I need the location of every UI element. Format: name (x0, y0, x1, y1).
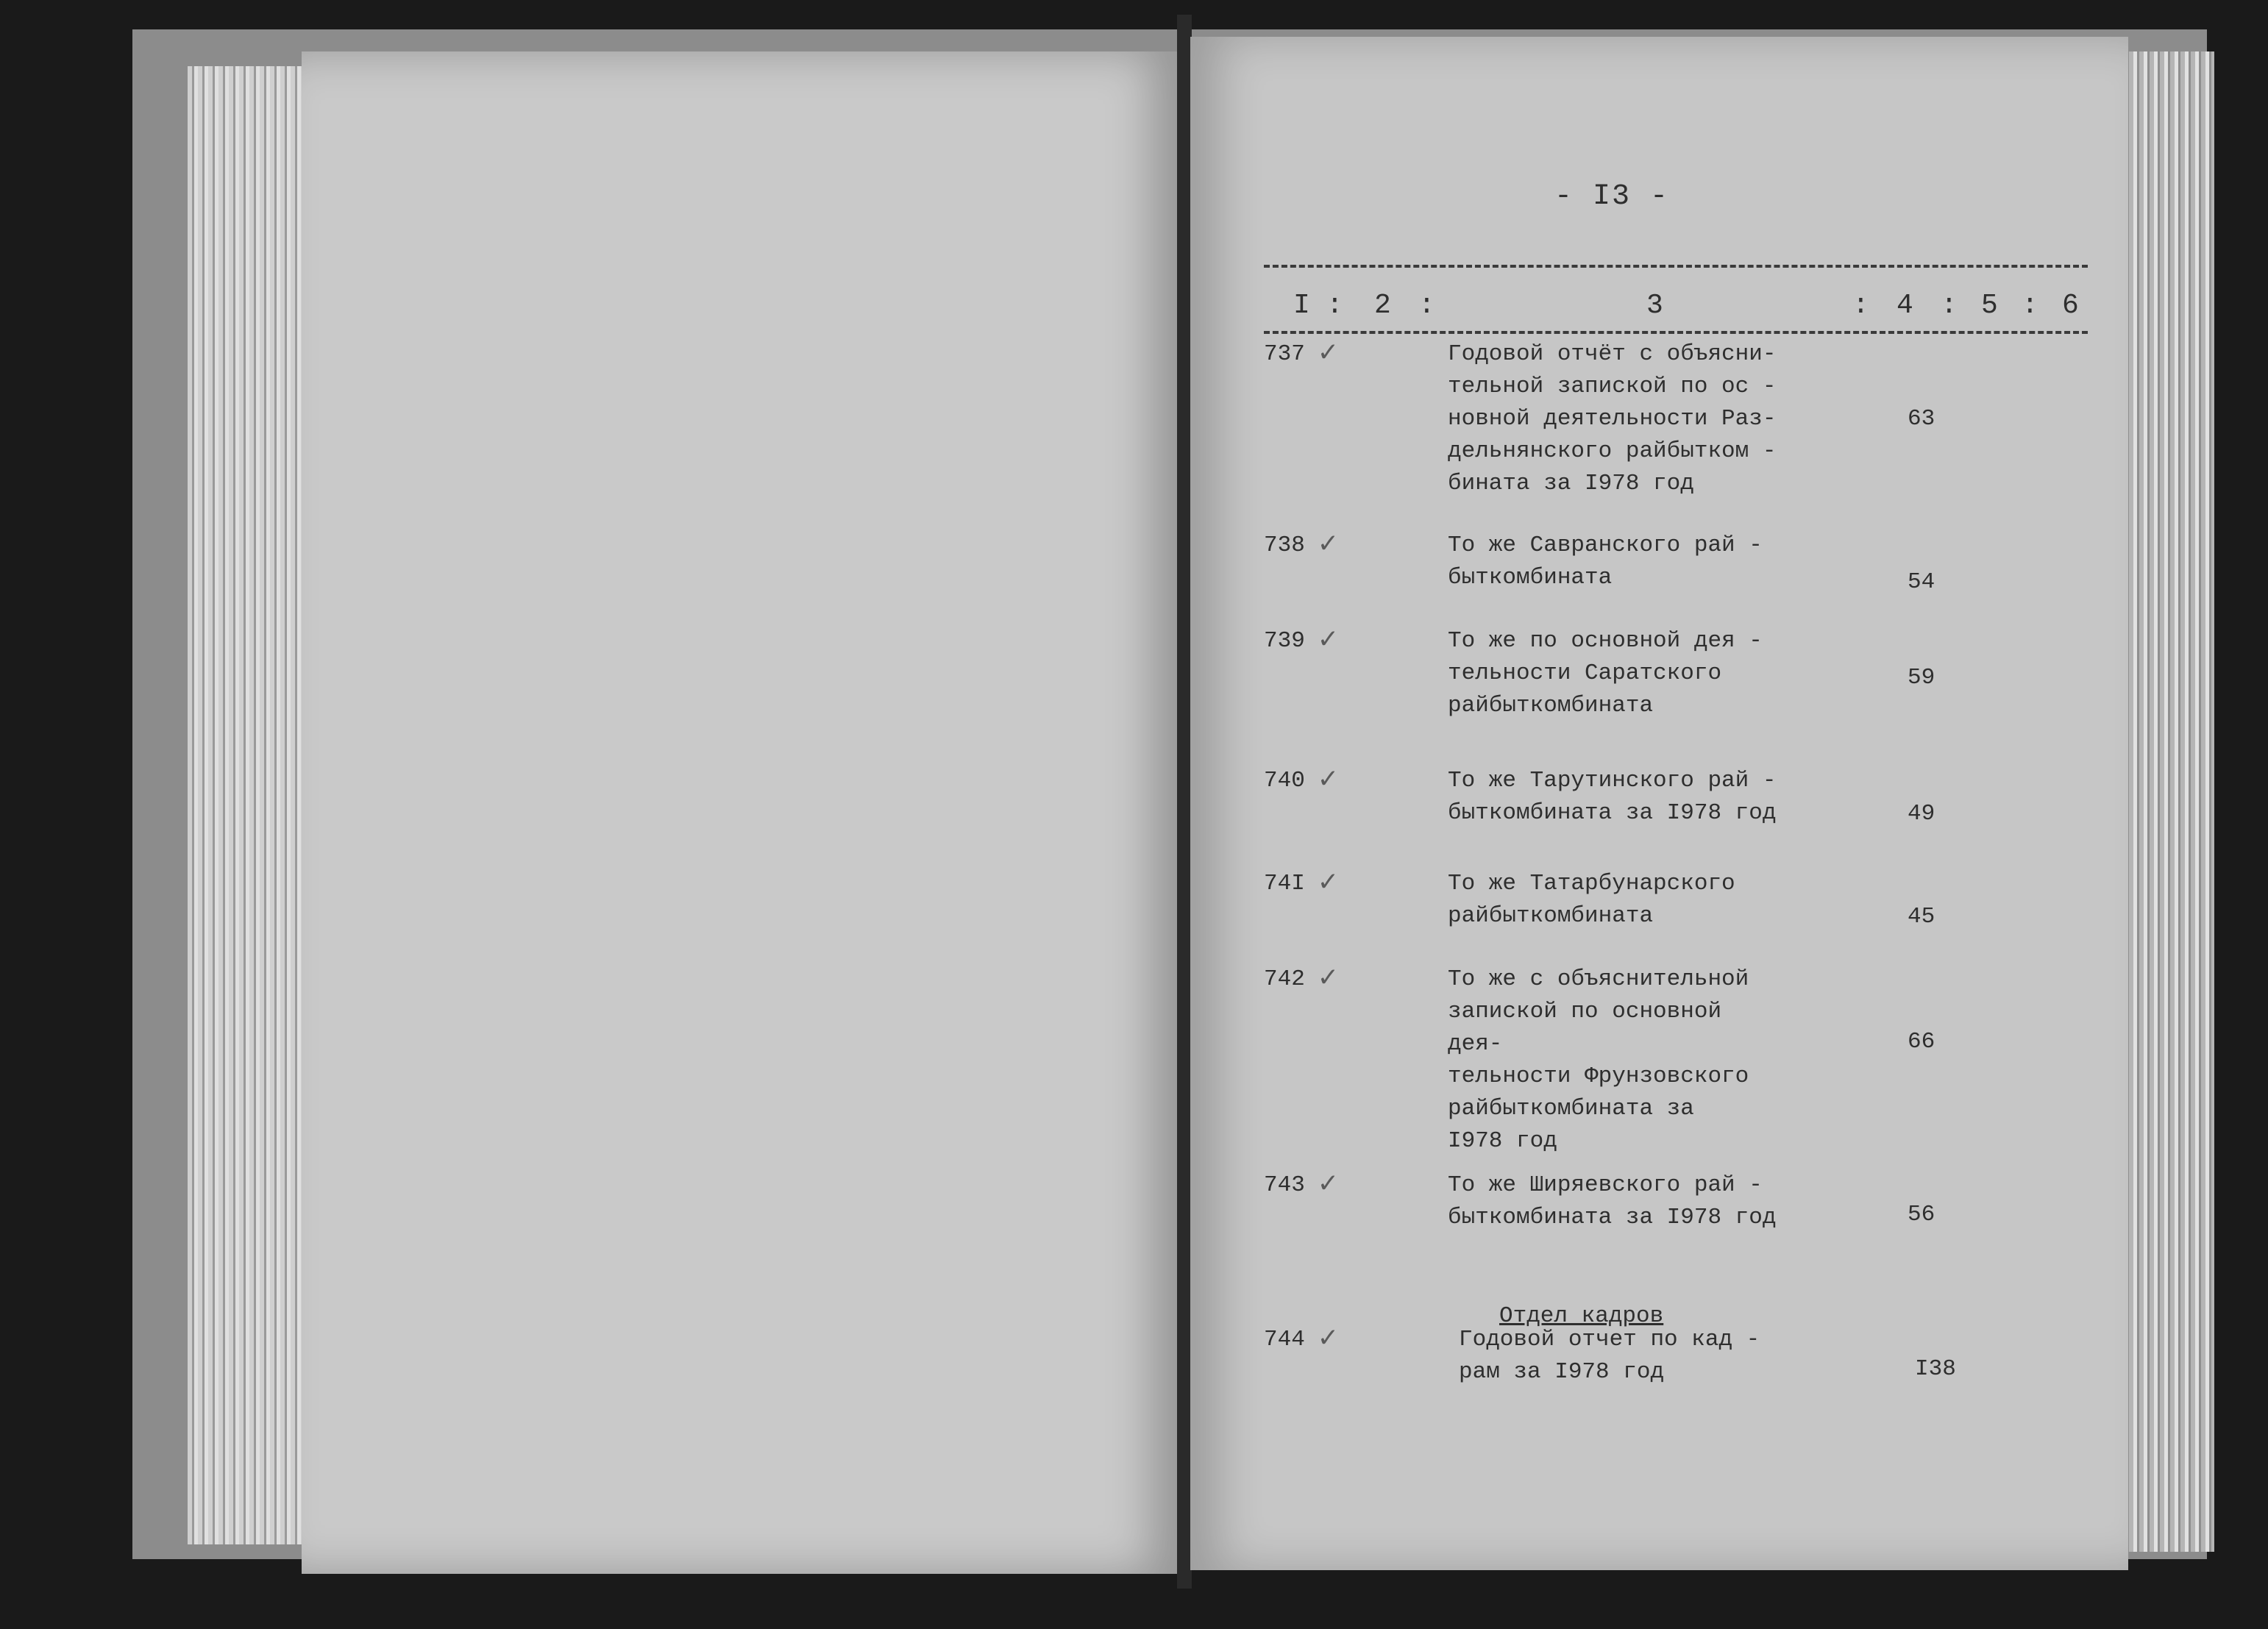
check-mark-icon: ✓ (1319, 624, 1337, 657)
right-page (1190, 37, 2128, 1570)
column-separator: : (1326, 290, 1343, 321)
column-number: 3 (1646, 290, 1663, 321)
page-number: - I3 - (1554, 180, 1670, 213)
column-number: 4 (1896, 290, 1913, 321)
check-mark-icon: ✓ (1319, 764, 1337, 797)
check-mark-icon: ✓ (1319, 338, 1337, 371)
row-sheet-count: 45 (1908, 904, 1935, 930)
table-top-rule (1264, 265, 2088, 268)
column-separator: : (1941, 290, 1958, 321)
column-separator: : (1418, 290, 1435, 321)
check-mark-icon: ✓ (1319, 963, 1337, 996)
row-sheet-count: 49 (1908, 801, 1935, 827)
row-number: 744 (1264, 1327, 1305, 1352)
column-separator: : (2022, 290, 2038, 321)
row-number: 743 (1264, 1172, 1305, 1198)
check-mark-icon: ✓ (1319, 1323, 1337, 1356)
row-description: То же Савранского рай - быткомбината (1448, 532, 1763, 591)
check-mark-icon: ✓ (1319, 1169, 1337, 1202)
column-number: 2 (1374, 290, 1391, 321)
row-sheet-count: 54 (1908, 569, 1935, 595)
row-sheet-count: 56 (1908, 1202, 1935, 1227)
row-sheet-count: I38 (1915, 1356, 1956, 1382)
row-description: То же Татарбунарского райбыткомбината (1448, 871, 1735, 929)
table-column-header (1264, 287, 2088, 334)
row-sheet-count: 66 (1908, 1029, 1935, 1055)
row-number: 742 (1264, 966, 1305, 992)
check-mark-icon: ✓ (1319, 867, 1337, 900)
column-number: 6 (2062, 290, 2079, 321)
row-description: То же Тарутинского рай - быткомбината за I978 год (1448, 768, 1777, 826)
row-description: То же с объяснительной запиской по основной дея- тельности Фрунзовского райбыткомбината за I978 год (1448, 966, 1749, 1154)
column-number: I (1293, 290, 1310, 321)
row-number: 738 (1264, 532, 1305, 558)
row-number: 739 (1264, 628, 1305, 654)
book-gutter (1177, 15, 1192, 1589)
row-description: То же по основной дея - тельности Саратского райбыткомбината (1448, 628, 1763, 719)
row-number: 737 (1264, 341, 1305, 367)
row-sheet-count: 63 (1908, 406, 1935, 432)
left-page-blank (302, 51, 1181, 1574)
row-number: 74I (1264, 871, 1305, 897)
page-edges-right (2119, 51, 2214, 1552)
row-number: 740 (1264, 768, 1305, 794)
column-number: 5 (1981, 290, 1998, 321)
row-description: Годовой отчёт с объясни- тельной запиской по ос - новной деятельности Раз- дельнянского райбытком - бината за I978 год (1448, 341, 1777, 496)
section-heading: Отдел кадров (1499, 1303, 1664, 1329)
column-separator: : (1852, 290, 1869, 321)
row-description: То же Ширяевского рай - быткомбината за I978 год (1448, 1172, 1777, 1230)
row-description: Годовой отчет по кад - рам за I978 год (1459, 1327, 1760, 1385)
row-sheet-count: 59 (1908, 665, 1935, 691)
page-edges-left (188, 66, 313, 1544)
check-mark-icon: ✓ (1319, 529, 1337, 562)
